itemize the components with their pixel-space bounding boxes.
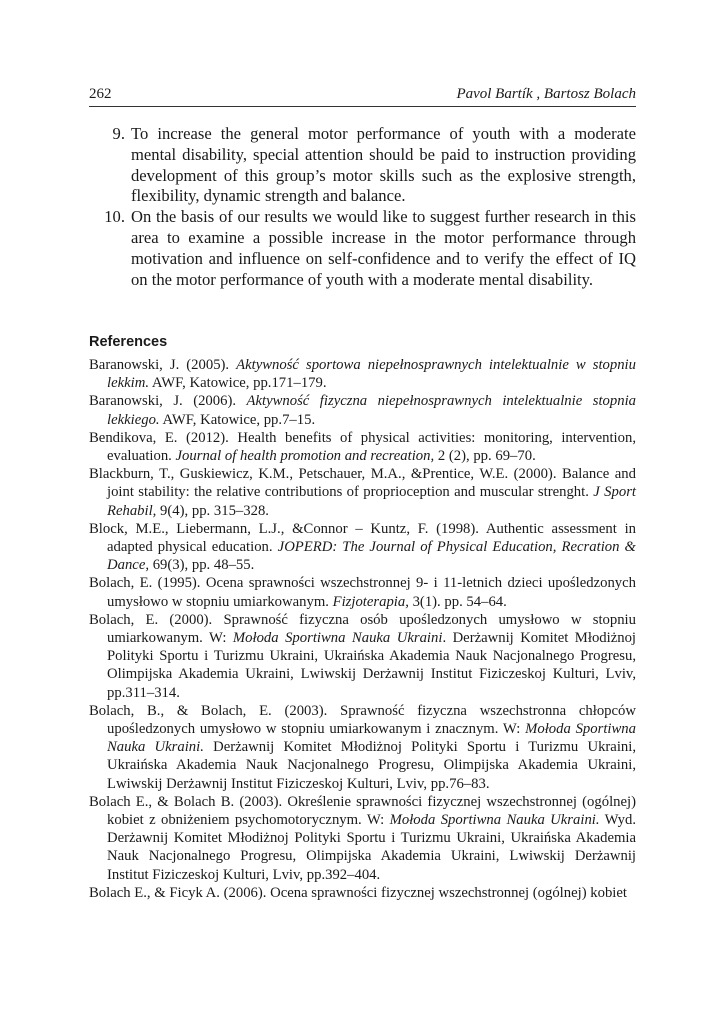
reference-entry: Blackburn, T., Guskiewicz, K.M., Petschauer, M.A., &Prentice, W.E. (2000). Balance and joint stability: the relative contributions of proprioception and muscular strenght. J Sport Rehabil, 9(4), pp. 315–328. [89,466,636,519]
reference-entry: Bolach, B., & Bolach, E. (2003). Sprawność fizyczna wszechstronna chłopców upośledzonych umysłowo w stopniu umiarkowanym i znacznym. W: Mołoda Sportiwna Nauka Ukraini. Derżawnij Komitet Młodiżnoj Polityki Sportu i Turizmu Ukraini, Ukraińska Akademia Nauk Nacjonalnego Progresu, Olimpijska Akademia Ukraini, Lwiwskij Derżawnij Institut Fiziczeskoj Kulturi, Lviv, pp.76–83. [89,702,636,792]
item-text: To increase the general motor performance of youth with a moderate mental disability, special attention should be paid to instruction providing development of this group’s motor skills such as the explosive strength, flexibility, dynamic strength and balance. [131,124,636,206]
references-heading: References [89,334,168,350]
reference-entry: Bolach E., & Bolach B. (2003). Określenie sprawności fizycznej wszechstronnej (ogólnej) kobiet z obniżeniem psychomotorycznym. W: Mołoda Sportiwna Nauka Ukraini. Wyd. Derżawnij Komitet Młodiżnoj Polityki Sportu i Turizmu Ukraini, Ukraińska Akademia Nauk Nacjonalnego Progresu, Olimpijska Akademia Ukraini, Lwiwskij Derżawnij Institut Fiziczeskoj Kulturi, Lviv, pp.392–404. [89,793,636,883]
running-head: Pavol Bartík , Bartosz Bolach [456,86,636,102]
item-text: On the basis of our results we would like to suggest further research in this area to examine a possible increase in the motor performance through motivation and influence on self-confidence and to verify the effect of IQ on the motor performance of youth with a moderate mental disability. [131,207,636,289]
item-number: 9. [112,124,125,143]
reference-entry: Bolach, E. (2000). Sprawność fizyczna osób upośledzonych umysłowo w stopniu umiarkowanym. W: Mołoda Sportiwna Nauka Ukraini. Derżawnij Komitet Młodiżnoj Polityki Sportu i Turizmu Ukraini, Ukraińska Akademia Nauk Nacjonalnego Progresu, Olimpijska Akademia Ukraini, Lwiwskij Derżawnij Institut Fiziczeskoj Kulturi, Lviv, pp.311–314. [89,611,636,701]
conclusion-item [89,207,636,290]
references-list [89,356,636,902]
conclusions-list [89,124,636,290]
reference-entry: Bolach E., & Ficyk A. (2006). Ocena sprawności fizycznej wszechstronnej (ogólnej) kobiet [89,884,627,901]
reference-entry: Bolach, E. (1995). Ocena sprawności wszechstronnej 9- i 11-letnich dzieci upośledzonych umysłowo w stopniu umiarkowanym. Fizjoterapia, 3(1). pp. 54–64. [89,575,636,610]
conclusion-item [89,124,636,207]
page-number: 262 [89,86,112,102]
item-number: 10. [104,207,125,227]
reference-entry: Bendikova, E. (2012). Health benefits of physical activities: monitoring, intervention, evaluation. Journal of health promotion and recreation, 2 (2), pp. 69–70. [89,429,636,465]
reference-entry: Baranowski, J. (2005). Aktywność sportowa niepełnosprawnych intelektualnie w stopniu lekkim. AWF, Katowice, pp.171–179. [89,357,636,392]
reference-entry: Block, M.E., Liebermann, L.J., &Connor – Kuntz, F. (1998). Authentic assessment in adapted physical education. JOPERD: The Journal of Physical Education, Recration & Dance, 69(3), pp. 48–55. [89,520,636,574]
reference-entry: Baranowski, J. (2006). Aktywność fizyczna niepełnosprawnych intelektualnie stopnia lekkiego. AWF, Katowice, pp.7–15. [89,393,636,428]
page-header [89,84,636,107]
